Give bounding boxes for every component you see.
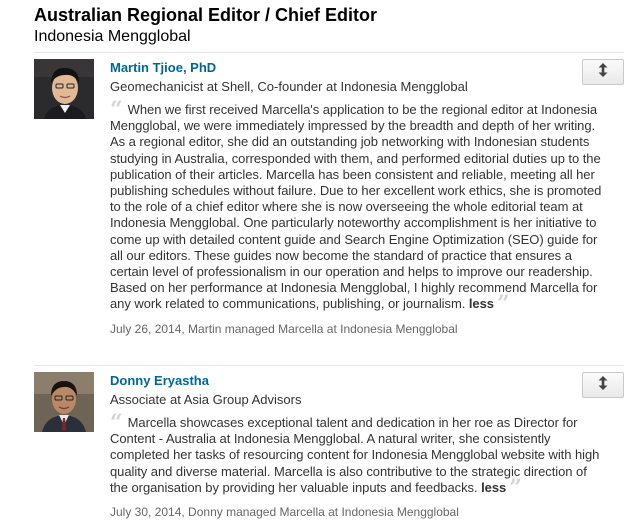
recommendation-meta: July 30, 2014, Donny managed Marcella at Indonesia Mengglobal <box>110 505 459 520</box>
open-quote-icon: “ <box>110 410 123 436</box>
avatar[interactable] <box>34 372 94 432</box>
recommender-headline: Associate at Asia Group Advisors <box>110 392 302 407</box>
avatar[interactable] <box>34 59 94 119</box>
recommendation-body: When we first received Marcella's application to be the regional editor at Indonesia Mengglobal, we were immediately impressed by the breadth and depth of her writing. As a regional editor, she did an outstanding job networking with Indonesian students studying in Australia, corresponded with them, and performed editorial duties up to the publication of their articles. Marcella has been consistent and reliable, meeting all her publishing schedules without failure. Due to her excellent work ethics, she is promoted to the role of a chief editor where she is now overseeing the whole editorial team at Indonesia Mengglobal. One particularly noteworthy accomplishment is her initiative to come up with detailed content guide and Search Engine Optimization (SEO) guide for all our editors. These guides now become the standard of practice that ensures a certain level of professionalism in our operation and helps to improve our readership. Based on her performance at Indonesia Mengglobal, I highly recommend Marcella for any work related to communications, publishing, or journalism. <box>110 102 602 312</box>
recommendation-content <box>110 59 602 337</box>
page-subtitle: Indonesia Mengglobal <box>34 28 191 45</box>
close-quote-icon: ” <box>496 291 510 318</box>
less-link[interactable]: less <box>481 479 507 495</box>
recommendation-meta: July 26, 2014, Martin managed Marcella at Indonesia Mengglobal <box>110 321 458 336</box>
less-link[interactable]: less <box>468 296 494 312</box>
recommendation-content <box>110 372 600 520</box>
up-down-arrow-icon <box>598 376 608 395</box>
up-down-arrow-icon <box>598 63 608 82</box>
recommender-name-link[interactable]: Donny Eryastha <box>110 373 209 388</box>
page-title: Australian Regional Editor / Chief Editor <box>34 5 378 25</box>
recommendation-item <box>34 365 624 520</box>
close-quote-icon: ” <box>509 474 522 501</box>
open-quote-icon: “ <box>110 97 123 123</box>
reorder-button[interactable] <box>582 372 624 398</box>
position-header <box>34 4 624 47</box>
recommendation-item <box>34 52 624 336</box>
recommender-headline: Geomechanicist at Shell, Co-founder at Indonesia Mengglobal <box>110 79 468 94</box>
recommendation-text <box>110 97 608 318</box>
reorder-button[interactable] <box>582 59 624 85</box>
recommendation-body: Marcella showcases exceptional talent and dedication in her roe as Director for Content - Australia at Indonesia Mengglobal. A natural writer, she consistently completed her tasks of resourcing content for Indonesia Mengglobal website with high quality and diverse material. Marcella is also contributive to the strategic direction of the organisation by providing her valuable inputs and feedbacks. <box>110 415 600 495</box>
recommender-name-link[interactable]: Martin Tjioe, PhD <box>110 60 217 75</box>
recommendation-text <box>110 410 608 501</box>
